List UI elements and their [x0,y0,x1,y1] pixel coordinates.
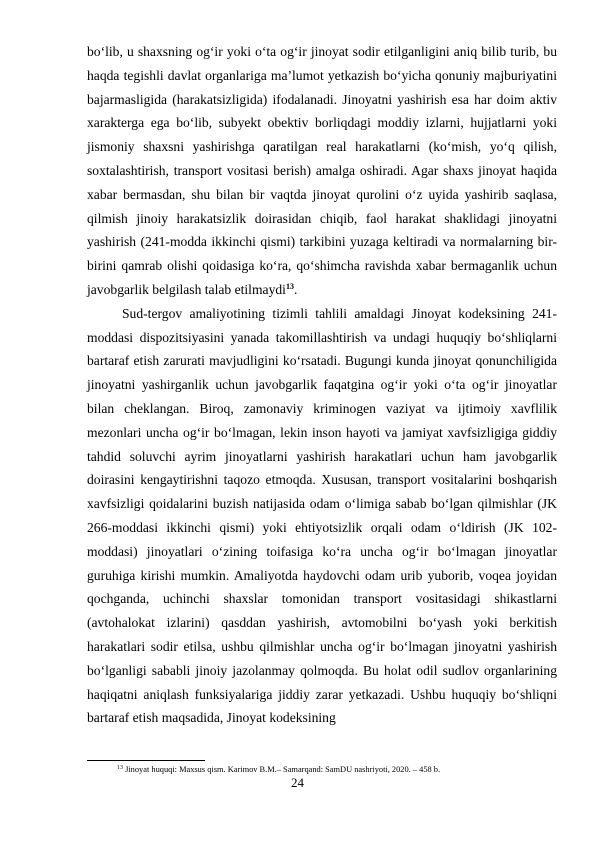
page-body [87,40,557,730]
paragraph-1-text: bo‘lib, u shaxsning og‘ir yoki o‘ta og‘ir jinoyat sodir etilganligini aniq bilib turib, bu haqda tegishli davlat organlariga ma’lumot yetkazish bo‘yicha qonuniy majburiyatini bajarmasligida (harakatsizligida) ifodalanadi. Jinoyatni yashirish esa har doim aktiv xarakterga ega bo‘lib, subyekt obektiv borliqdagi moddiy izlarni, hujjatlarni yoki jismoniy shaxsni yashirishga qaratilgan real harakatlarni (ko‘mish, yo‘q qilish, soxtalashtirish, transport vositasi berish) amalga oshiradi. Agar shaxs jinoyat haqida xabar bermasdan, shu bilan bir vaqtda jinoyat qurolini o‘z uyida yashirib saqlasa, qilmish jinoiy harakatsizlik doirasidan chiqib, faol harakat shaklidagi jinoyatni yashirish (241-modda ikkinchi qismi) tarkibini yuzaga keltiradi va normalarning bir-birini qamrab olishi qoidasiga ko‘ra, qo‘shimcha ravishda xabar bermaganlik uchun javobgarlik belgilash talab etilmaydi [87,44,557,297]
paragraph-1-end: . [293,281,298,297]
paragraph-1 [87,40,557,302]
footnote-divider [87,760,205,761]
page-number: 24 [291,775,304,790]
footnote [117,764,557,775]
footnote-reference[interactable]: 13 [285,281,294,291]
paragraph-2: Sud-tergov amaliyotining tizimli tahlili amaldagi Jinoyat kodeksining 241-moddasi dispozitsiyasini yanada takomillashtirish va undagi huquqiy bo‘shliqlarni bartaraf etish zarurati mavjudligini ko‘rsatadi. Bugungi kunda jinoyat qonunchiligida jinoyatni yashirganlik uchun javobgarlik faqatgina og‘ir yoki o‘ta og‘ir jinoyatlar bilan cheklangan. Biroq, zamonaviy kriminogen vaziyat va ijtimoiy xavflilik mezonlari uncha og‘ir bo‘lmagan, lekin inson hayoti va jamiyat xavfsizligiga giddiy tahdid soluvchi ayrim jinoyatlarni yashirish harakatlari uchun ham javobgarlik doirasini kengaytirishni taqozo etmoqda. Xususan, transport vositalarini boshqarish xavfsizligi qoidalarini buzish natijasida odam o‘limiga sabab bo‘lgan qilmishlar (JK 266-moddasi ikkinchi qismi) yoki ehtiyotsizlik orqali odam o‘ldirish (JK 102-moddasi) jinoyatlari o‘zining toifasiga ko‘ra uncha og‘ir bo‘lmagan jinoyatlar guruhiga kirishi mumkin. Amaliyotda haydovchi odam urib yuborib, voqea joyidan qochganda, uchinchi shaxslar tomonidan transport vositasidagi shikastlarni (avtohalokat izlarini) qasddan yashirish, avtomobilni bo‘yash yoki berkitish harakatlari sodir etilsa, ushbu qilmishlar uncha og‘ir bo‘lmagan jinoyatni yashirish bo‘lganligi sababli jinoiy jazolanmay qolmoqda. Bu holat odil sudlov organlarining haqiqatni aniqlash funksiyalariga jiddiy zarar yetkazadi. Ushbu huquqiy bo‘shliqni bartaraf etish maqsadida, Jinoyat kodeksining [87,305,557,726]
footnote-number: 13 [117,765,123,771]
footnote-text: Jinoyat huquqi: Maxsus qism. Karimov B.M.– Samarqand: SamDU nashriyoti, 2020. – 458 b. [123,765,441,774]
